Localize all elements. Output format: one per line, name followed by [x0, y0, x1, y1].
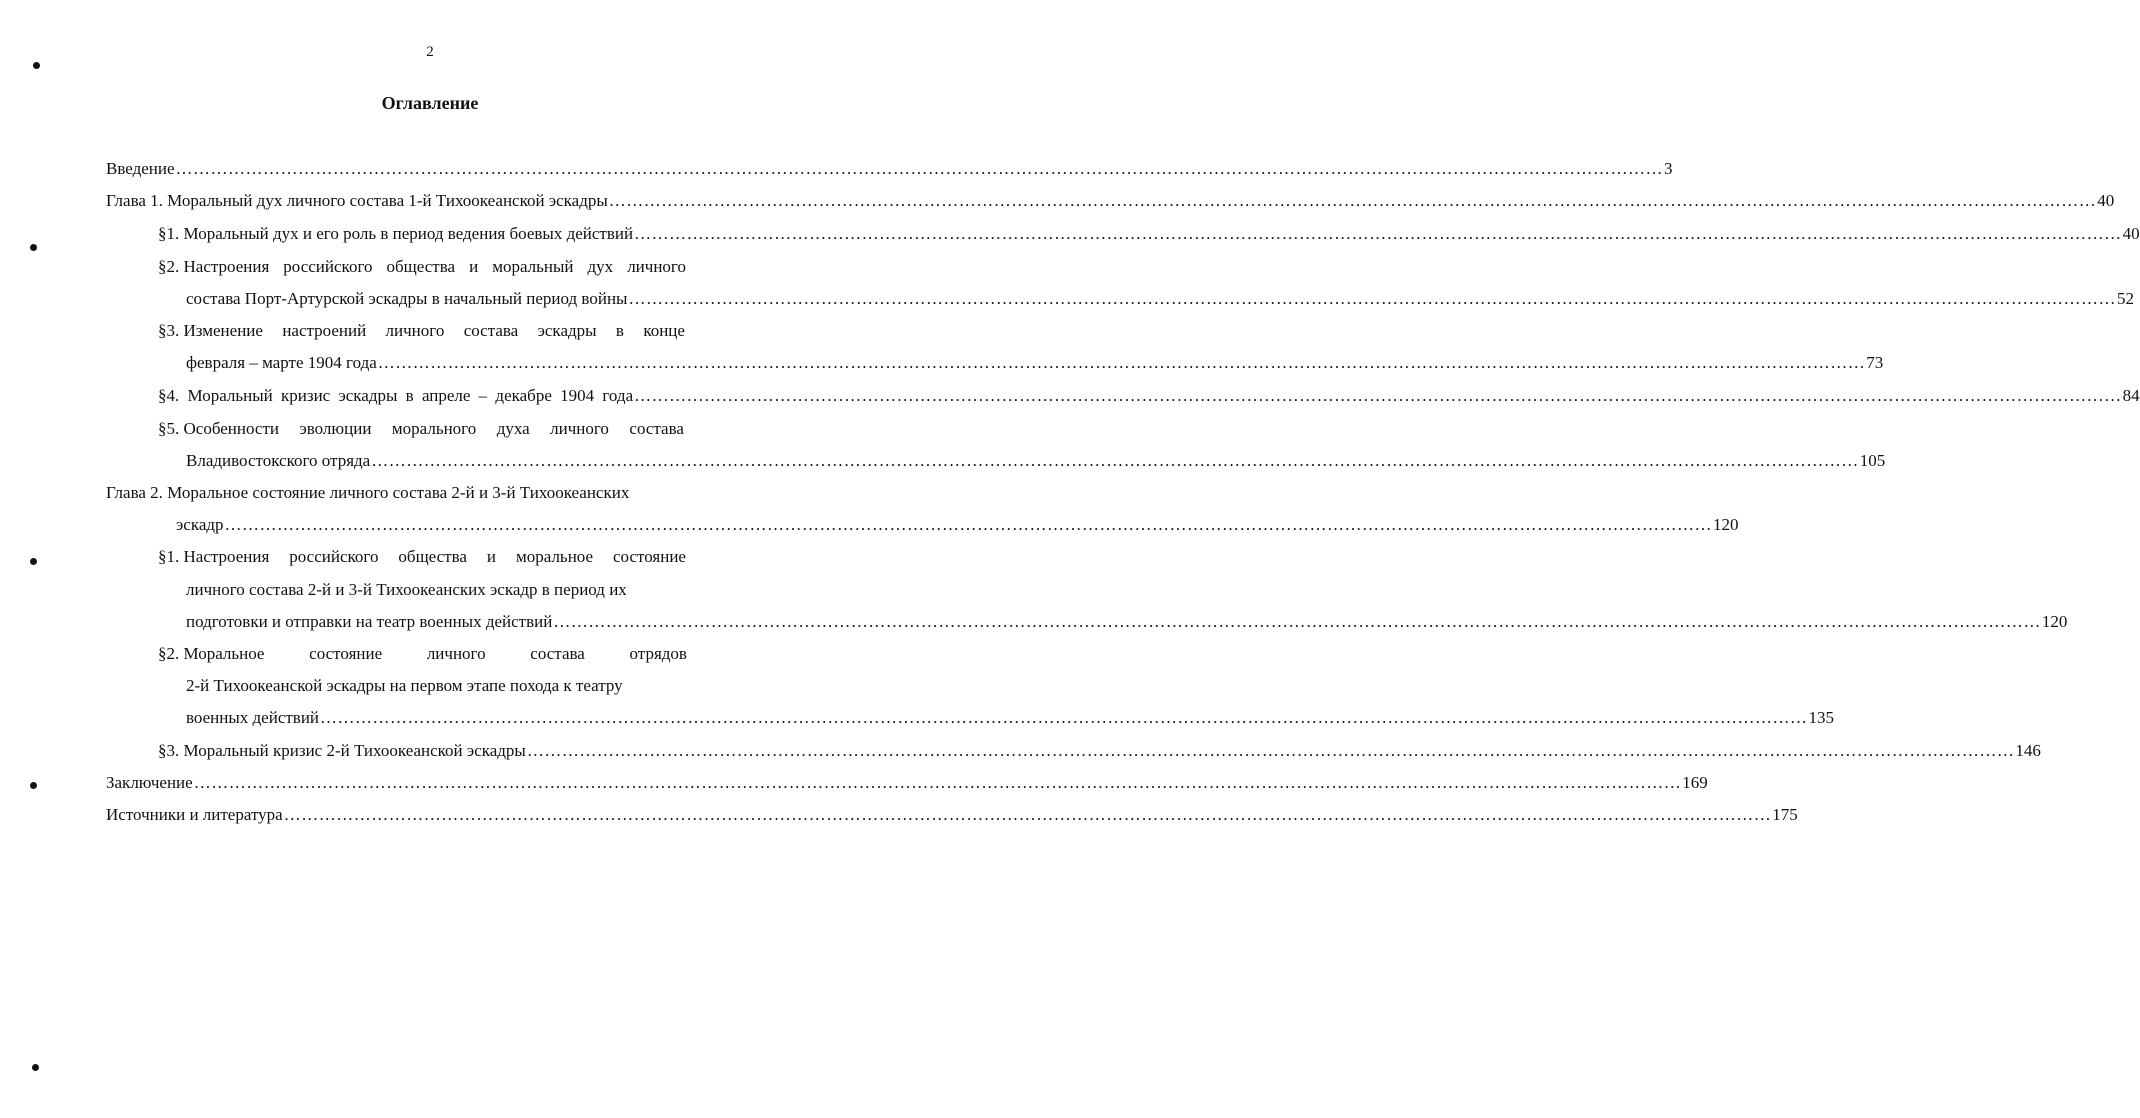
- toc-word: дух: [587, 257, 614, 276]
- toc-word: эскадры: [537, 321, 597, 340]
- toc-leader-dots: …………………………………………………………………………………………………………………………………………………………………………………………………………………………………: [634, 386, 2122, 405]
- toc-leader-dots: …………………………………………………………………………………………………………………………………………………………………………………………………………………………………: [320, 708, 1808, 727]
- page-number: 2: [426, 44, 434, 60]
- toc-word: личного: [550, 419, 609, 438]
- toc-entry-conclusion[interactable]: [106, 772, 1708, 794]
- toc-entry-page: 40: [2097, 191, 2115, 210]
- toc-word: и: [469, 257, 479, 276]
- toc-word: личного: [385, 321, 445, 340]
- toc-word: общества: [386, 257, 456, 276]
- toc-entry-page: 3: [1664, 159, 1673, 178]
- toc-leader-dots: …………………………………………………………………………………………………………………………………………………………………………………………………………………………………: [224, 515, 1713, 534]
- toc-entry-page: 146: [2015, 741, 2041, 760]
- toc-word: эволюции: [299, 419, 372, 438]
- toc-word: настроений: [282, 321, 367, 340]
- toc-word: общества: [398, 547, 467, 566]
- toc-entry-page: 52: [2116, 289, 2134, 308]
- toc-entry-ch2-section-2-line-1[interactable]: [158, 643, 687, 665]
- scan-mark: [30, 782, 37, 789]
- toc-entry-ch1-section-3-line-2[interactable]: [186, 352, 1884, 374]
- toc-entry-ch1-section-5-line-2[interactable]: [186, 450, 1886, 472]
- toc-word: моральное: [516, 547, 594, 566]
- toc-word: моральный: [492, 257, 574, 276]
- toc-entry-text: §1. Моральный дух и его роль в период ведения боевых действий: [158, 224, 634, 243]
- toc-leader-dots: …………………………………………………………………………………………………………………………………………………………………………………………………………………………………: [371, 451, 1859, 470]
- toc-leader-dots: …………………………………………………………………………………………………………………………………………………………………………………………………………………………………: [634, 224, 2122, 243]
- scan-mark: [30, 558, 37, 565]
- toc-entry-text: февраля – марте 1904 года: [186, 353, 377, 372]
- toc-entry-page: 175: [1772, 805, 1798, 824]
- toc-entry-text: §3. Моральный кризис 2-й Тихоокеанской эскадры: [158, 741, 526, 760]
- toc-entry-page: 40: [2122, 224, 2140, 243]
- toc-entry-page: 73: [1866, 353, 1884, 372]
- toc-leader-dots: …………………………………………………………………………………………………………………………………………………………………………………………………………………………………: [193, 773, 1682, 792]
- toc-word: в: [615, 321, 624, 340]
- toc-leader-dots: …………………………………………………………………………………………………………………………………………………………………………………………………………………………………: [608, 191, 2097, 210]
- toc-entry-text: Глава 2. Моральное состояние личного состава 2-й и 3-й Тихоокеанских: [106, 483, 630, 502]
- toc-word: российского: [283, 257, 373, 276]
- toc-word: состава: [629, 419, 684, 438]
- page-title: Оглавление: [381, 93, 479, 113]
- toc-leader-dots: …………………………………………………………………………………………………………………………………………………………………………………………………………………………………: [377, 353, 1866, 372]
- toc-word: личного: [627, 257, 686, 276]
- toc-entry-page: 105: [1859, 451, 1886, 470]
- toc-word: §2. Моральное: [158, 644, 265, 663]
- toc-entry-ch1-section-1[interactable]: [158, 223, 2140, 245]
- toc-leader-dots: …………………………………………………………………………………………………………………………………………………………………………………………………………………………………: [553, 612, 2041, 631]
- toc-word: личного: [426, 644, 486, 663]
- scan-mark: [33, 62, 40, 69]
- toc-entry-ch1-section-2-line-2[interactable]: [186, 288, 2134, 310]
- toc-entry-ch2-section-3[interactable]: [158, 740, 2041, 762]
- toc-entry-text: Заключение: [106, 773, 193, 792]
- toc-entry-page: 120: [2041, 612, 2068, 631]
- toc-entry-ch2-section-2-line-2[interactable]: [186, 675, 623, 697]
- toc-word: состояние: [613, 547, 686, 566]
- toc-word: и: [486, 547, 497, 566]
- toc-entry-ch2-section-1-line-3[interactable]: [186, 611, 2068, 633]
- toc-word: §3. Изменение: [158, 321, 263, 340]
- toc-leader-dots: …………………………………………………………………………………………………………………………………………………………………………………………………………………………………: [175, 159, 1664, 178]
- toc-entry-text: Источники и литература: [106, 805, 283, 824]
- toc-leader-dots: …………………………………………………………………………………………………………………………………………………………………………………………………………………………………: [628, 289, 2116, 308]
- toc-entry-chapter-1[interactable]: [106, 190, 2115, 212]
- toc-entry-ch1-section-4[interactable]: [158, 385, 2140, 407]
- toc-entry-introduction[interactable]: [106, 158, 1673, 180]
- toc-entry-ch2-section-1-line-2[interactable]: [186, 579, 627, 601]
- toc-entry-text: 2-й Тихоокеанской эскадры на первом этапе похода к театру: [186, 676, 623, 695]
- toc-entry-text: Владивостокского отряда: [186, 451, 371, 470]
- toc-word: §2. Настроения: [158, 257, 270, 276]
- toc-word: морального: [391, 419, 477, 438]
- toc-word: состояние: [309, 644, 383, 663]
- scan-mark: [30, 244, 37, 251]
- toc-leader-dots: …………………………………………………………………………………………………………………………………………………………………………………………………………………………………: [283, 805, 1772, 824]
- toc-entry-page: 120: [1713, 515, 1739, 534]
- toc-entry-text: военных действий: [186, 708, 320, 727]
- scan-mark: [32, 1064, 39, 1071]
- toc-entry-text: личного состава 2-й и 3-й Тихоокеанских эскадр в период их: [186, 580, 627, 599]
- toc-word: §5. Особенности: [158, 419, 279, 438]
- toc-entry-sources[interactable]: [106, 804, 1798, 826]
- toc-entry-text: состава Порт-Артурской эскадры в начальный период войны: [186, 289, 628, 308]
- toc-entry-text: §4. Моральный кризис эскадры в апреле – декабре 1904 года: [158, 386, 634, 405]
- toc-entry-ch2-section-1-line-1[interactable]: [158, 546, 686, 568]
- toc-entry-chapter-2-line-2[interactable]: [176, 514, 1739, 536]
- toc-entry-ch1-section-3-line-1[interactable]: [158, 320, 685, 342]
- toc-word: конце: [643, 321, 685, 340]
- toc-leader-dots: …………………………………………………………………………………………………………………………………………………………………………………………………………………………………: [526, 741, 2015, 760]
- toc-entry-page: 169: [1682, 773, 1708, 792]
- toc-word: отрядов: [629, 644, 687, 663]
- toc-word: российского: [289, 547, 379, 566]
- toc-word: состава: [530, 644, 585, 663]
- toc-word: состава: [463, 321, 519, 340]
- toc-word: §1. Настроения: [158, 547, 270, 566]
- toc-entry-chapter-2-line-1[interactable]: [106, 482, 629, 504]
- toc-entry-ch1-section-5-line-1[interactable]: [158, 418, 684, 440]
- toc-word: духа: [496, 419, 530, 438]
- toc-entry-text: подготовки и отправки на театр военных действий: [186, 612, 553, 631]
- toc-entry-text: эскадр: [176, 515, 224, 534]
- toc-entry-page: 135: [1808, 708, 1835, 727]
- toc-entry-ch2-section-2-line-3[interactable]: [186, 707, 1835, 729]
- toc-entry-text: Введение: [106, 159, 175, 178]
- toc-entry-ch1-section-2-line-1[interactable]: [158, 256, 686, 278]
- toc-entry-page: 84: [2122, 386, 2140, 405]
- toc-entry-text: Глава 1. Моральный дух личного состава 1-й Тихоокеанской эскадры: [106, 191, 608, 210]
